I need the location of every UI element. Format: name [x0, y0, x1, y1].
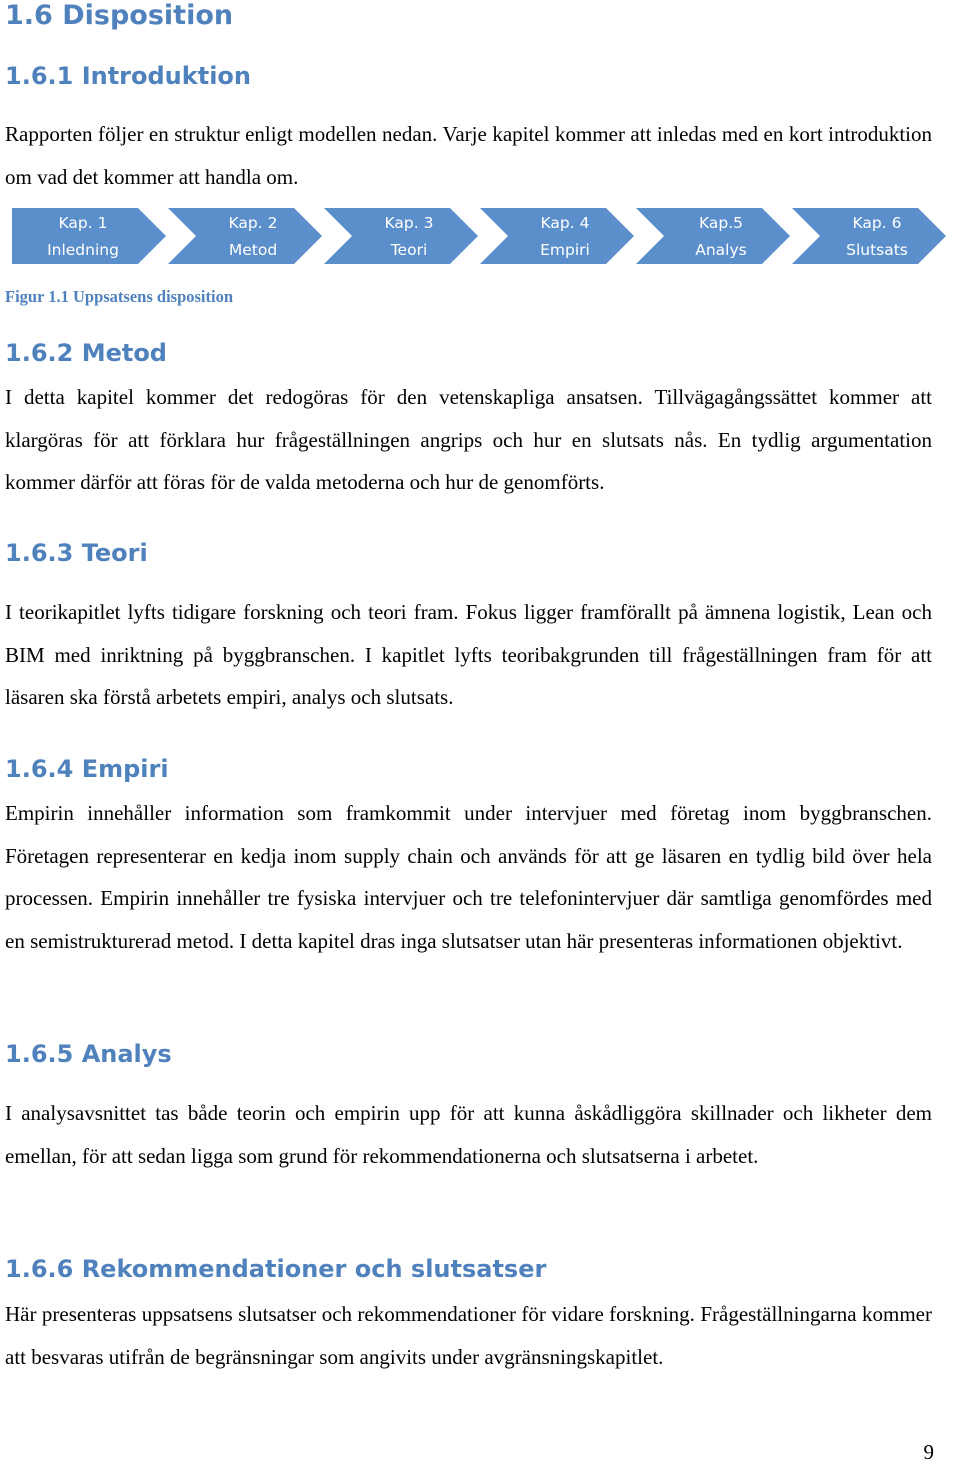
flow-step-2-title: Metod: [228, 241, 278, 259]
flow-step-5-chapter: Kap.5: [698, 214, 744, 232]
flow-step-4-title: Empiri: [540, 241, 590, 259]
figure-caption: Figur 1.1 Uppsatsens disposition: [5, 287, 234, 306]
flow-step-6-title: Slutsats: [846, 241, 908, 259]
heading-disposition: 1.6 Disposition: [5, 0, 234, 31]
heading-metod: 1.6.2 Metod: [5, 339, 167, 367]
paragraph-analys: I analysavsnittet tas både teorin och empirin upp för att kunna åskådliggöra skillnader och likheter dem emellan, för att sedan ligga som grund för rekommendationerna och slutsatserna i arbetet.: [5, 1101, 932, 1168]
heading-analys: 1.6.5 Analys: [5, 1040, 172, 1068]
paragraph-rekommendationer: Här presenteras uppsatsens slutsatser och rekommendationer för vidare forskning. Frågeställningarna kommer att besvaras utifrån de begränsningar som angivits under avgränsningskapitlet.: [5, 1302, 932, 1369]
flow-step-4-chapter: Kap. 4: [540, 214, 590, 232]
flow-step-1-chapter: Kap. 1: [58, 214, 108, 232]
paragraph-metod: I detta kapitel kommer det redogöras för den vetenskapliga ansatsen. Tillvägagångssättet kommer att klargöras för att förklara hur frågeställningen angrips och hur en slutsats nås. En tydlig argumentation kommer därför att föras för de valda metoderna och hur de genomförts.: [5, 385, 932, 494]
heading-empiri: 1.6.4 Empiri: [5, 755, 169, 783]
paragraph-teori: I teorikapitlet lyfts tidigare forskning och teori fram. Fokus ligger framförallt på ämnena logistik, Lean och BIM med inriktning på byggbranschen. I kapitlet lyfts teoribakgrunden till frågeställningen fram för att läsaren ska förstå arbetets empiri, analys och slutsats.: [5, 600, 932, 709]
heading-rekommendationer: 1.6.6 Rekommendationer och slutsatser: [5, 1255, 547, 1283]
flow-step-2-chapter: Kap. 2: [228, 214, 278, 232]
flow-step-3-chapter: Kap. 3: [384, 214, 434, 232]
flow-step-6-chapter: Kap. 6: [852, 214, 902, 232]
heading-teori: 1.6.3 Teori: [5, 539, 148, 567]
heading-introduktion: 1.6.1 Introduktion: [5, 62, 251, 90]
paragraph-empiri: Empirin innehåller information som framkommit under intervjuer med företag inom byggbranschen. Företagen representerar en kedja inom supply chain och används för att ge läsaren en tydlig bild över hela processen. Empirin innehåller tre fysiska intervjuer och tre telefonintervjuer där samtliga genomfördes med en semistrukturerad metod. I detta kapitel dras inga slutsatser utan här presenteras informationen objektivt.: [5, 801, 932, 953]
flow-step-1-title: Inledning: [47, 241, 119, 259]
flow-step-3-title: Teori: [390, 241, 428, 259]
paragraph-introduktion: Rapporten följer en struktur enligt modellen nedan. Varje kapitel kommer att inledas med en kort introduktion om vad det kommer att handla om.: [5, 122, 932, 189]
flow-step-5-title: Analys: [695, 241, 747, 259]
page-number: 9: [923, 1440, 934, 1464]
disposition-flow-diagram: [0, 208, 960, 264]
